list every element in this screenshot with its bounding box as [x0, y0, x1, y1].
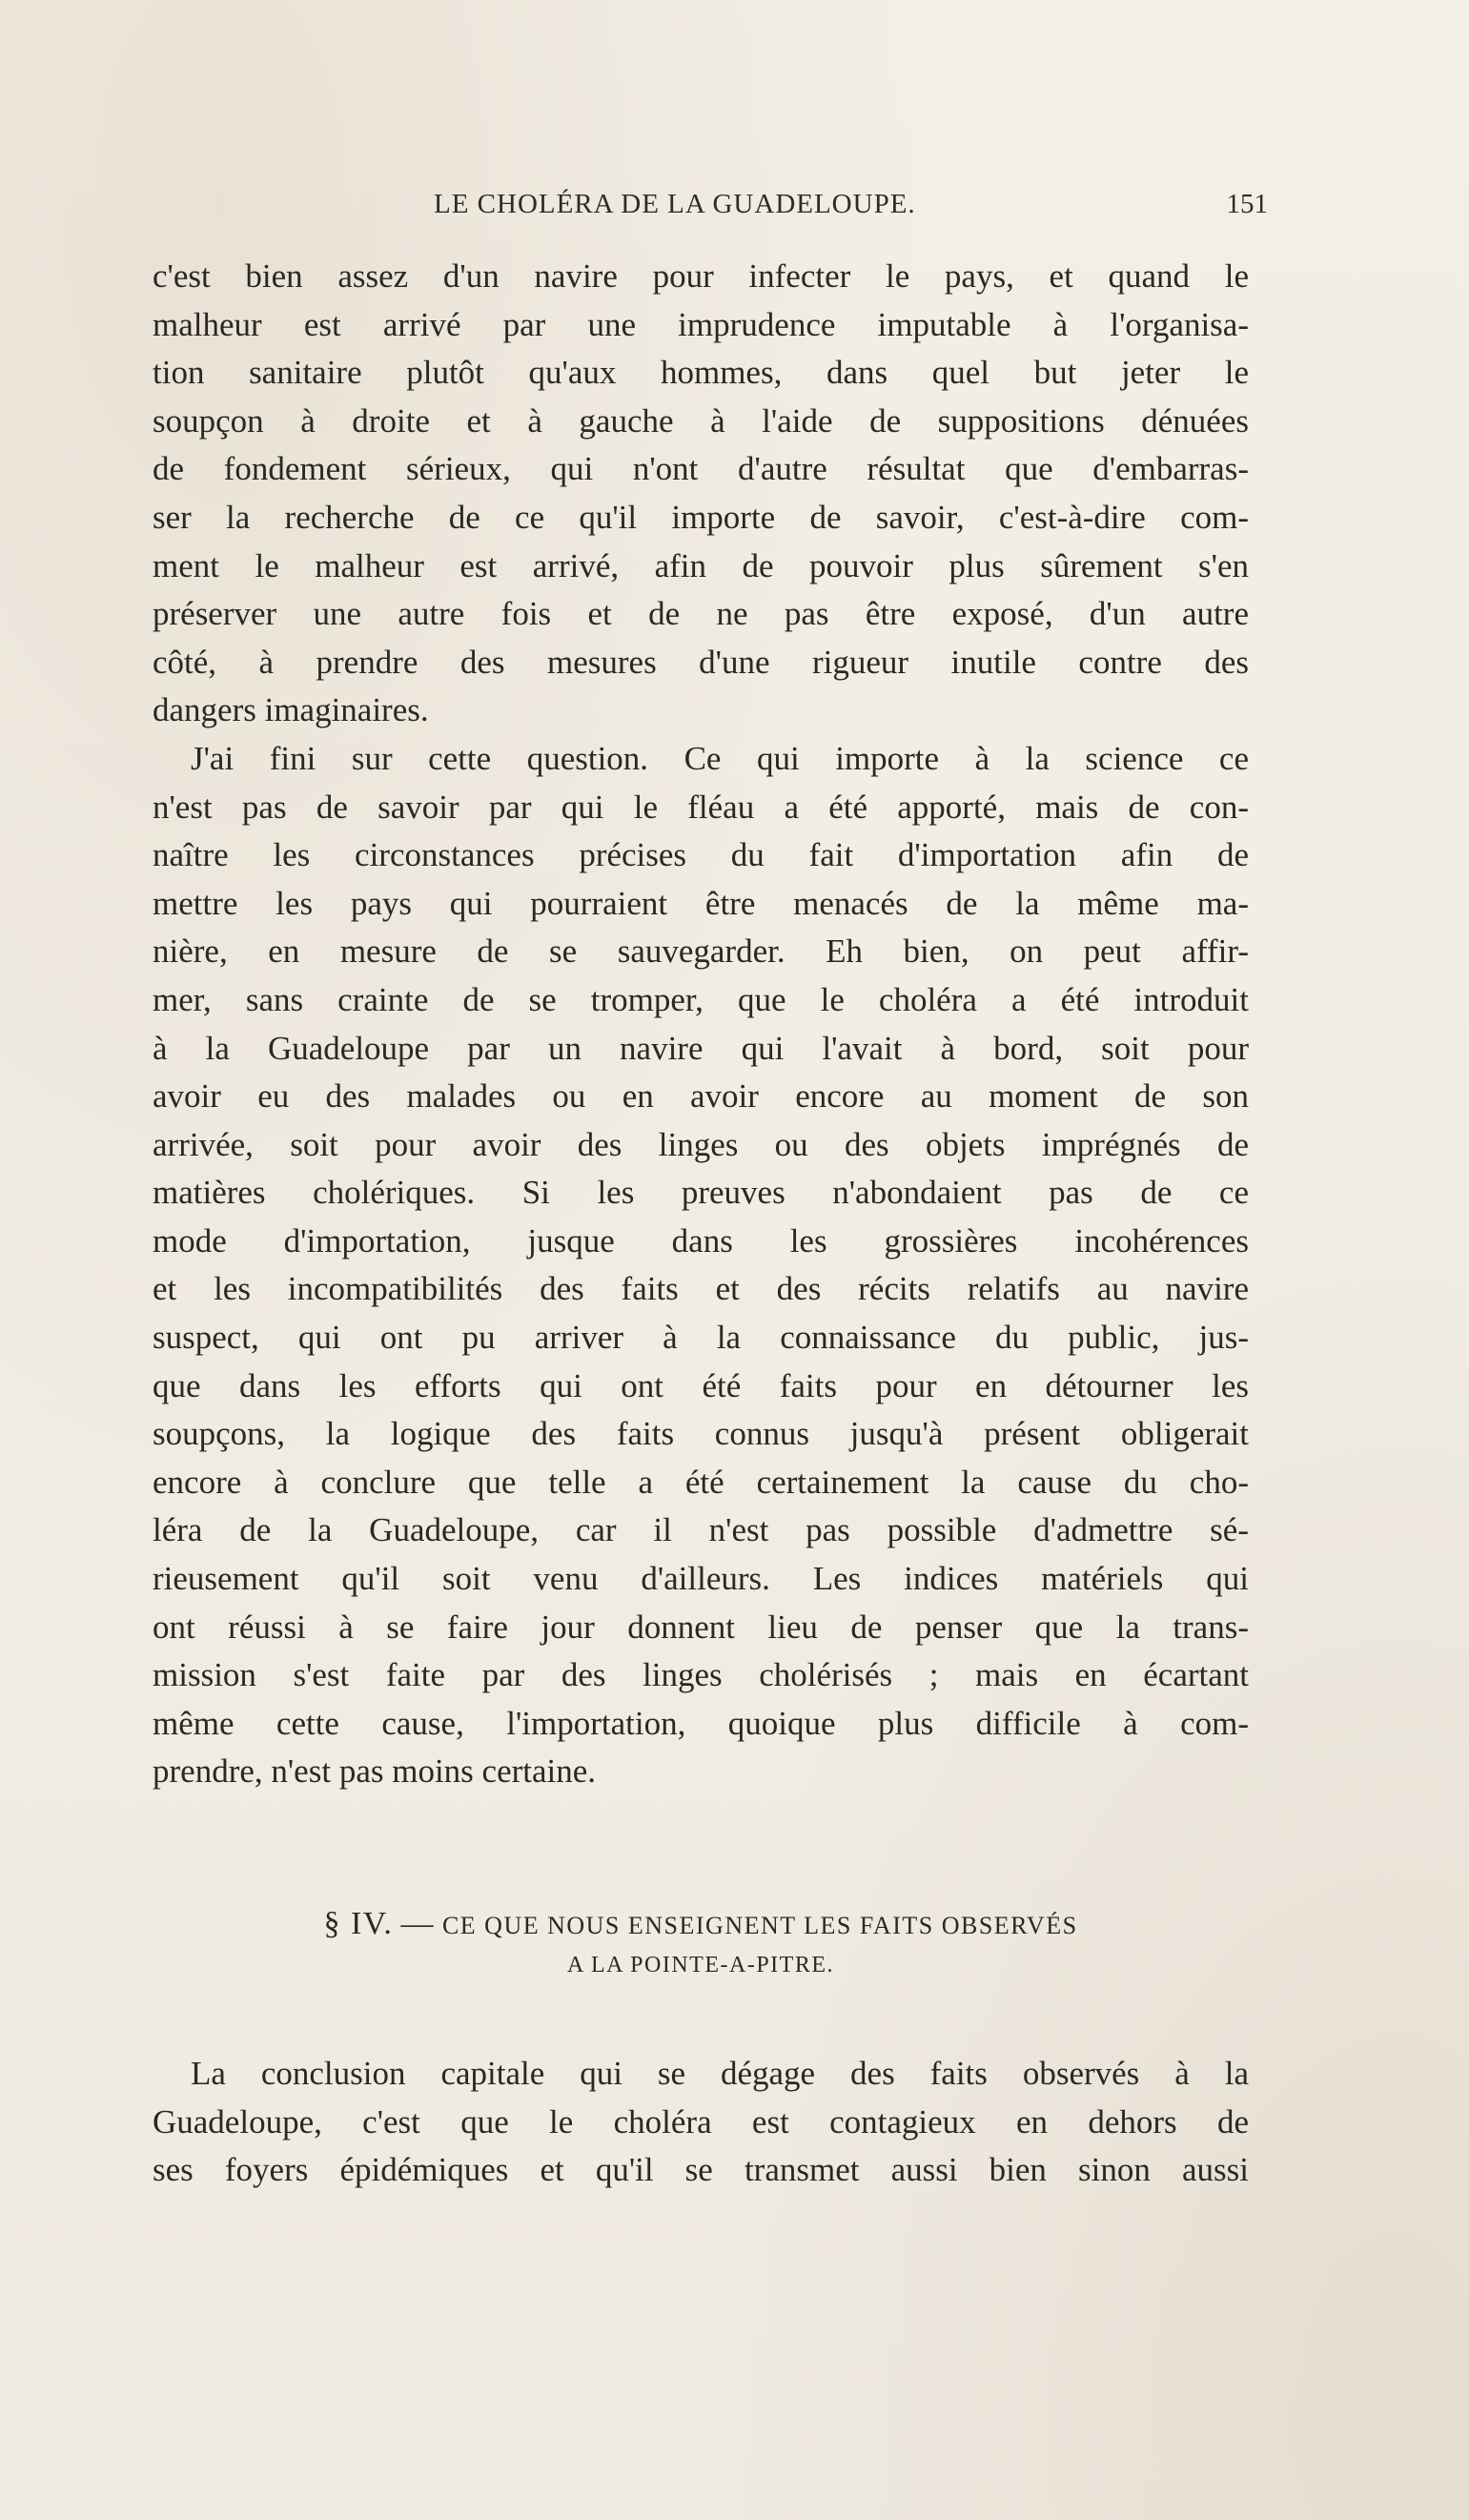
text-line: à la Guadeloupe par un navire qui l'avait à bord, soit pour — [153, 1029, 1249, 1067]
text-line: léra de la Guadeloupe, car il n'est pas possible d'admettre sé- — [153, 1511, 1249, 1549]
section-heading-line-1 — [153, 1902, 1249, 1946]
section-heading — [153, 1902, 1249, 1984]
text-line: rieusement qu'il soit venu d'ailleurs. Les indices matériels qui — [153, 1560, 1249, 1598]
text-line: J'ai fini sur cette question. Ce qui importe à la science ce — [191, 739, 1249, 777]
text-line: suspect, qui ont pu arriver à la connaissance du public, jus- — [153, 1319, 1249, 1357]
text-line: mode d'importation, jusque dans les grossières incohérences — [153, 1221, 1249, 1260]
conclusion-paragraph — [153, 2050, 1249, 2195]
text-line: ser la recherche de ce qu'il importe de savoir, c'est-à-dire com- — [153, 498, 1249, 536]
text-line: mettre les pays qui pourraient être menacés de la même ma- — [153, 884, 1249, 922]
text-line: côté, à prendre des mesures d'une rigueur inutile contre des — [153, 643, 1249, 681]
text-line: dangers imaginaires. — [153, 691, 429, 729]
text-line: préserver une autre fois et de ne pas être exposé, d'un autre — [153, 595, 1249, 633]
text-line: avoir eu des malades ou en avoir encore au moment de son — [153, 1077, 1249, 1116]
body-text — [153, 253, 1249, 1796]
section-title-part-2: A LA POINTE-A-PITRE. — [567, 1953, 834, 1977]
text-line: n'est pas de savoir par qui le fléau a été apporté, mais de con- — [153, 788, 1249, 826]
text-line: arrivée, soit pour avoir des linges ou des objets imprégnés de — [153, 1125, 1249, 1163]
section-heading-line-2 — [153, 1946, 1249, 1984]
running-head — [157, 189, 1268, 236]
text-line: La conclusion capitale qui se dégage des faits observés à la — [191, 2055, 1249, 2092]
text-line: soupçons, la logique des faits connus jusqu'à présent obligerait — [153, 1415, 1249, 1453]
text-line: mission s'est faite par des linges cholérisés ; mais en écartant — [153, 1656, 1249, 1694]
text-line: encore à conclure que telle a été certainement la cause du cho- — [153, 1463, 1249, 1501]
text-line: que dans les efforts qui ont été faits pour en détourner les — [153, 1366, 1249, 1404]
text-line: de fondement sérieux, qui n'ont d'autre résultat que d'embarras- — [153, 450, 1249, 488]
text-line: ment le malheur est arrivé, afin de pouvoir plus sûrement s'en — [153, 546, 1249, 584]
section-number: § IV. — [323, 1906, 394, 1941]
text-line: mer, sans crainte de se tromper, que le choléra a été introduit — [153, 980, 1249, 1018]
text-line: ses foyers épidémiques et qu'il se transmet aussi bien sinon aussi — [153, 2151, 1249, 2189]
text-line: soupçon à droite et à gauche à l'aide de suppositions dénuées — [153, 401, 1249, 440]
page-number: 151 — [1226, 189, 1268, 219]
text-line: naître les circonstances précises du fait d'importation afin de — [153, 836, 1249, 874]
text-line: nière, en mesure de se sauvegarder. Eh bien, on peut affir- — [153, 932, 1249, 971]
text-line: ont réussi à se faire jour donnent lieu de penser que la trans- — [153, 1608, 1249, 1646]
running-title: LE CHOLÉRA DE LA GUADELOUPE. — [434, 189, 916, 219]
section-title-part-1: CE QUE NOUS ENSEIGNENT LES FAITS OBSERVÉS — [441, 1912, 1078, 1939]
text-line: c'est bien assez d'un navire pour infecter le pays, et quand le — [153, 257, 1249, 295]
text-line: matières cholériques. Si les preuves n'abondaient pas de ce — [153, 1174, 1249, 1212]
text-line: et les incompatibilités des faits et des récits relatifs au navire — [153, 1270, 1249, 1308]
text-line: même cette cause, l'importation, quoique plus difficile à com- — [153, 1704, 1249, 1742]
text-line: malheur est arrivé par une imprudence imputable à l'organisa- — [153, 305, 1249, 343]
text-line: prendre, n'est pas moins certaine. — [153, 1752, 597, 1791]
text-line: Guadeloupe, c'est que le choléra est contagieux en dehors de — [153, 2102, 1249, 2141]
text-line: tion sanitaire plutôt qu'aux hommes, dans quel but jeter le — [153, 354, 1249, 392]
section-dash: — — [400, 1906, 435, 1941]
